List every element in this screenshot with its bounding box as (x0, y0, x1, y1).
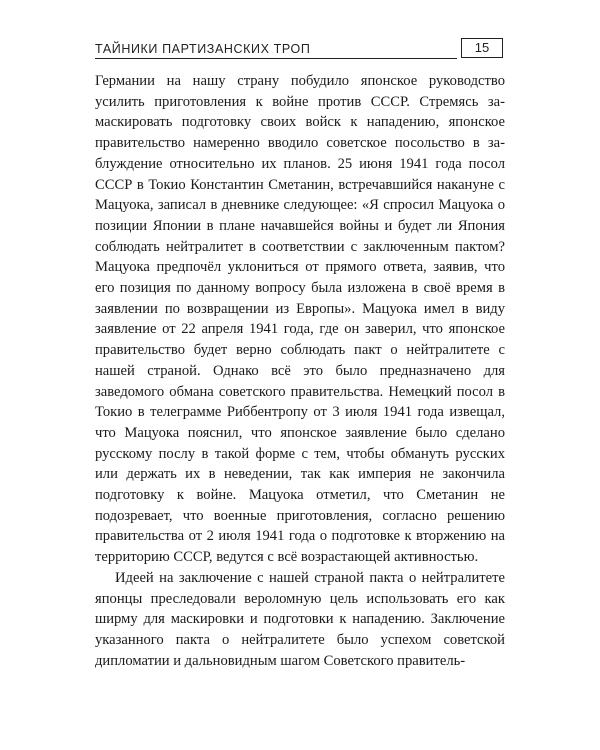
running-header (95, 38, 505, 62)
paragraph-1: Германии на нашу страну побудило японское руководство усилить приготовления к войне против СССР. Стремясь замаскировать подготовку своих войск к нападению, японское правительство намеренно вводило советское посольство в заблуждение относительно их планов. 25 июня 1941 года посол СССР в Токио Константин Сметанин, встречавшийся накануне с Мацуока, записал в дневнике следующее: «Я спросил Мацуока о позиции Японии в плане начавшейся войны и будет ли Япония соблюдать нейтралитет в соответствии с заключенным пактом? Мацуока предпочёл уклониться от прямого ответа, заявив, что его позиция по данному вопросу была изложена в своё время в заявлении по возвращении из Европы». Мацуока имел в виду заявление от 22 апреля 1941 года, где он заверил, что японское правительство будет верно соблюдать пакт о нейтралитете с нашей страной. Однако всё это было предназначено для заведомого обмана советского правительства. Немецкий посол в Токио в телеграмме Риббентропу от 3 июля 1941 года извещал, что Мацуока пояснил, что японское заявление было сделано русскому послу в такой форме с тем, чтобы обмануть русских или держать их в неведении, так как империя не закончила подготовку к войне. Мацуока отметил, что Сметанин не подозревает, что военные приготовления, согласно решению правительства от 2 июля 1941 года о подготовке к вторжению на территорию СССР, ведутся с всё возрастающей активностью. (95, 73, 505, 566)
header-rule (95, 58, 457, 59)
page-number: 15 (461, 38, 503, 58)
paragraph-2: Идеей на заключение с нашей страной пакта о нейтралитете японцы преследовали вероломную цель использовать его как ширму для маскировки и подготовки к нападению. Заключение указанного пакта о нейтралитете было успехом советской дипломатии и дальновидным шагом Советского правитель- (95, 569, 505, 669)
running-header-title: ТАЙНИКИ ПАРТИЗАНСКИХ ТРОП (95, 42, 311, 56)
body-text (95, 71, 505, 671)
